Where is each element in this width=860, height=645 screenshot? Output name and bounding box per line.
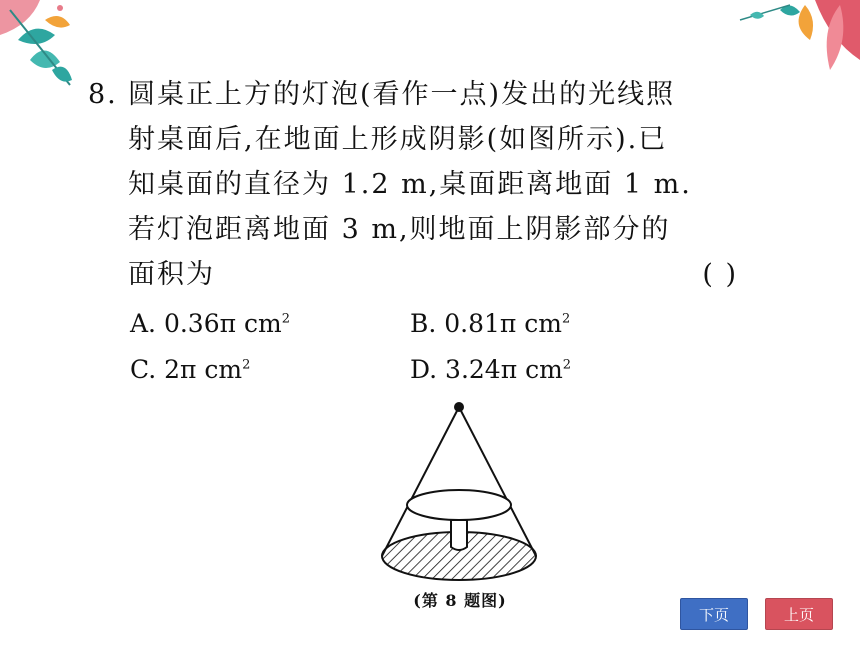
leaf-decoration-top-right bbox=[720, 0, 860, 75]
question-line: 射桌面后,在地面上形成阴影(如图所示).已 bbox=[128, 124, 668, 155]
answer-blank: ( ) bbox=[702, 259, 738, 290]
next-page-button[interactable]: 下页 bbox=[680, 598, 748, 630]
option-c: C. 2π $cm^2$ bbox=[130, 354, 251, 384]
question-line: 知桌面的直径为 1.2 m,桌面距离地面 1 m. bbox=[128, 169, 692, 200]
option-a: A. 0.36π $cm^2$ bbox=[130, 308, 290, 338]
leaf-decoration-top-left bbox=[0, 0, 90, 95]
table-top-ellipse bbox=[407, 490, 511, 520]
option-d: D. 3.24π $cm^2$ bbox=[410, 354, 572, 384]
question-number: 8. bbox=[88, 79, 118, 110]
question-line: 8. 圆桌正上方的灯泡(看作一点)发出的光线照 bbox=[88, 72, 748, 117]
option-b: B. 0.81π $cm^2$ bbox=[410, 308, 571, 338]
previous-page-button[interactable]: 上页 bbox=[765, 598, 833, 630]
answer-options bbox=[130, 300, 690, 392]
question-text bbox=[88, 72, 748, 297]
question-line: 面积为 ( ) bbox=[88, 252, 748, 297]
light-bulb-point bbox=[454, 402, 464, 412]
table-leg bbox=[451, 520, 467, 550]
lamp-table-shadow-figure bbox=[375, 398, 545, 588]
question-line: 若灯泡距离地面 3 m,则地面上阴影部分的 bbox=[128, 214, 671, 245]
figure-caption: (第 8 题图) bbox=[413, 591, 507, 610]
